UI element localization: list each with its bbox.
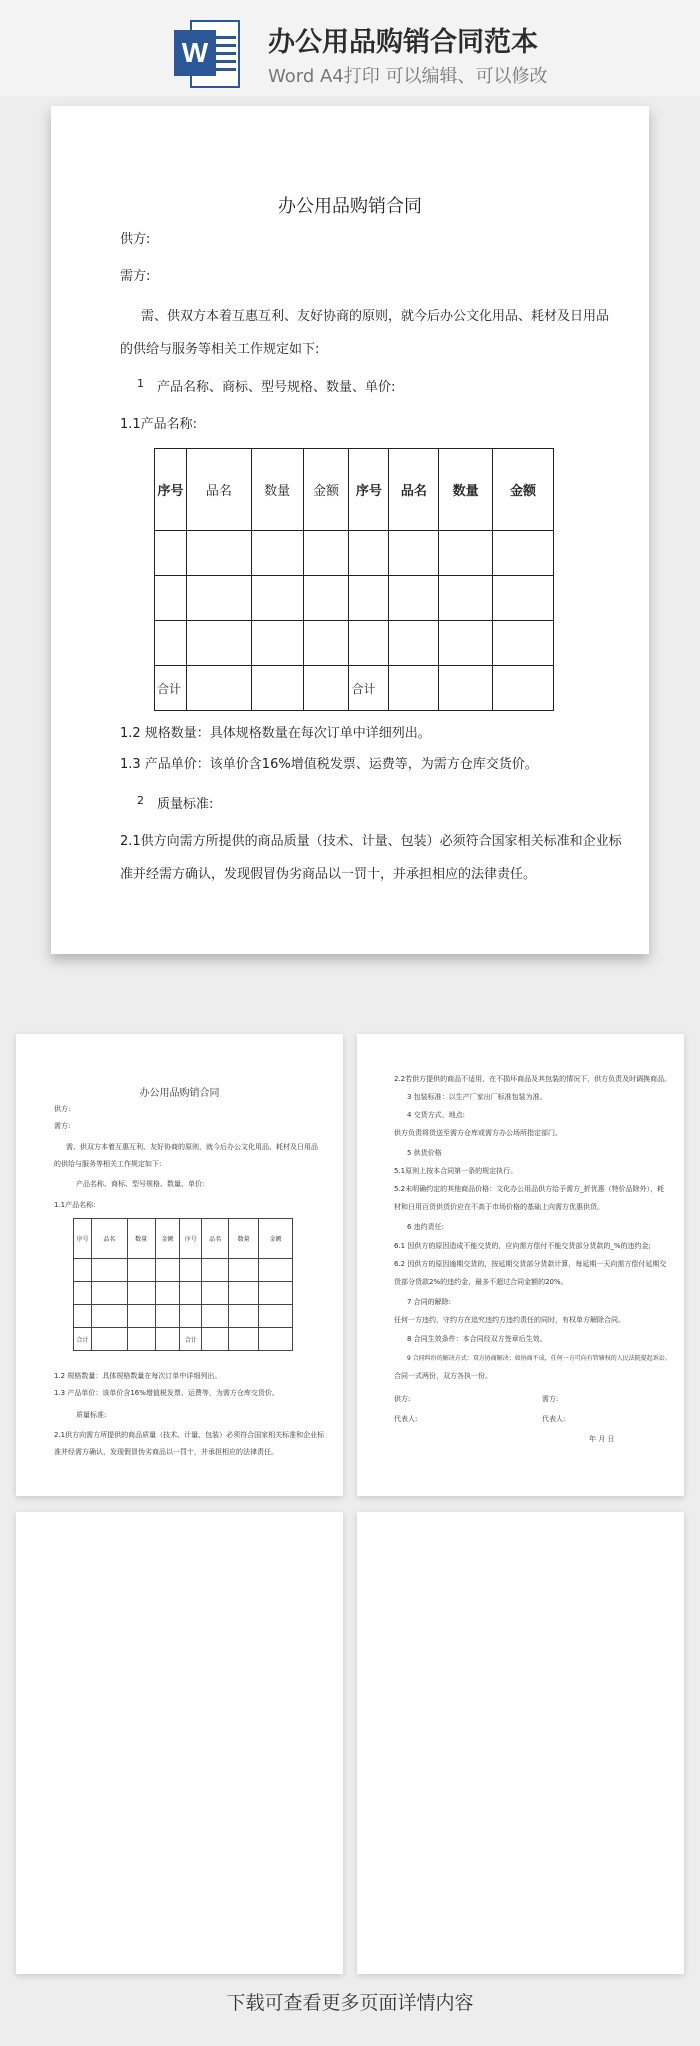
- doc-title: 办公用品购销合同: [278, 196, 422, 217]
- total-label: 合计: [155, 666, 187, 711]
- table-header-row: [155, 449, 554, 531]
- page-subtitle: Word A4打印 可以编辑、可以修改: [268, 66, 548, 87]
- section-2-heading: 质量标准:: [157, 797, 214, 812]
- table-row: [155, 531, 554, 576]
- thumb2-line: 8 合同生效条件：本合同经双方签章后生效。: [407, 1335, 547, 1343]
- thumb-section-2-1b: 准并经需方确认，发现假冒伪劣商品以一罚十，并承担相应的法律责任。: [54, 1448, 278, 1456]
- thumb2-line: 5.1原则上按本合同第一条的规定执行。: [394, 1167, 518, 1175]
- thumb-intro-1: 需、供双方本着互惠互利、友好协商的原则，就今后办公文化用品、耗材及日用品: [66, 1143, 318, 1151]
- thumb2-line: 货部分货款2%的违约金，最多不超过合同金额的20%。: [394, 1278, 568, 1286]
- thumb2-line: 6.2 因供方的原因逾期交货的，按延期交货部分货款计算，每延期一天向需方偿付延期交: [394, 1260, 667, 1268]
- thumb2-supplier: 供方:: [394, 1395, 411, 1403]
- table-header: 金额: [493, 449, 554, 531]
- thumbnail-page-4: [357, 1512, 684, 1974]
- section-2-1-line-1: 2.1供方向需方所提供的商品质量（技术、计量、包装）必须符合国家相关标准和企业标: [120, 834, 622, 849]
- section-1-number: 1: [137, 377, 144, 390]
- thumb-section-1-3: 1.3 产品单价：该单价含16%增值税发票、运费等，为需方仓库交货价。: [54, 1389, 279, 1397]
- thumb2-rep: 代表人:: [394, 1415, 418, 1423]
- thumb2-line: 5.2未明确约定的其他商品价格：文化办公用品供方给予需方_折优惠（特价品除外），耗: [394, 1185, 665, 1193]
- table-row: [155, 576, 554, 621]
- thumb2-line: 6 违约责任:: [407, 1223, 445, 1231]
- supplier-label: 供方:: [120, 232, 151, 247]
- total-label: 合计: [349, 666, 389, 711]
- table-header: 序号: [349, 449, 389, 531]
- table-total-row: [155, 666, 554, 711]
- section-2-1-line-2: 准并经需方确认，发现假冒伪劣商品以一罚十，并承担相应的法律责任。: [120, 867, 537, 882]
- thumb-table: 序号 品名 数量 金额 序号 品名 数量 金额 合计 合计: [73, 1218, 293, 1351]
- intro-line-1: 需、供双方本着互惠互利、友好协商的原则，就今后办公文化用品、耗材及日用品: [141, 309, 610, 324]
- document-page-main: [51, 106, 649, 954]
- table-header: 金额: [303, 449, 349, 531]
- intro-line-2: 的供给与服务等相关工作规定如下:: [120, 342, 320, 357]
- thumb2-rep: 代表人:: [542, 1415, 566, 1423]
- thumb-buyer: 需方:: [54, 1122, 71, 1130]
- table-header: 品名: [186, 449, 251, 531]
- table-header: 序号: [155, 449, 187, 531]
- thumb2-line: 合同一式两份，双方各执一份。: [394, 1372, 492, 1380]
- thumb2-line: 供方负责将货送至需方仓库或需方办公场所指定部门。: [394, 1129, 562, 1137]
- section-2-number: 2: [137, 794, 144, 807]
- thumb2-line: 9 合同纠纷的解决方式：双方协商解决；如协商不成，任何一方可向有管辖权的人民法院提起诉讼。: [407, 1355, 671, 1362]
- thumb2-line: 2.2若供方提供的商品不适用，在不损坏商品及其包装的情况下，供方负责及时调换商品。: [394, 1075, 672, 1083]
- section-1-2: 1.2 规格数量：具体规格数量在每次订单中详细列出。: [120, 726, 431, 741]
- thumbnail-page-1: [16, 1034, 343, 1496]
- thumb-intro-2: 的供给与服务等相关工作规定如下:: [54, 1160, 162, 1168]
- product-table: [154, 448, 554, 711]
- thumbnail-page-2: [357, 1034, 684, 1496]
- thumb-section-1-1: 1.1产品名称:: [54, 1201, 96, 1209]
- table-header: 品名: [389, 449, 439, 531]
- thumb-section-1: 产品名称、商标、型号规格、数量、单价:: [76, 1180, 205, 1188]
- thumb2-line: 3 包装标准：以生产厂家出厂标准包装为准。: [407, 1093, 547, 1101]
- thumb-title: 办公用品购销合同: [139, 1088, 220, 1099]
- table-header: 数量: [439, 449, 493, 531]
- header-bar: [0, 0, 700, 96]
- thumbnail-page-3: [16, 1512, 343, 1974]
- section-1-3: 1.3 产品单价：该单价含16%增值税发票、运费等，为需方仓库交货价。: [120, 757, 538, 772]
- thumb2-line: 材和日用百货供货价应在不高于市场价格的基础上向需方优惠供货。: [394, 1203, 604, 1211]
- thumb2-line: 5 供货价格: [407, 1149, 442, 1157]
- word-icon: W: [174, 20, 240, 88]
- thumb-section-1-2: 1.2 规格数量：具体规格数量在每次订单中详细列出。: [54, 1372, 222, 1380]
- thumb2-line: 任何一方违约，守约方在追究违约方违约责任的同时，有权单方解除合同。: [394, 1316, 625, 1324]
- table-header: 数量: [251, 449, 303, 531]
- thumb-section-2-1a: 2.1供方向需方所提供的商品质量（技术、计量、包装）必须符合国家相关标准和企业标: [54, 1431, 325, 1439]
- section-1-heading: 产品名称、商标、型号规格、数量、单价:: [157, 380, 396, 395]
- thumb2-line: 4 交货方式、地点:: [407, 1111, 466, 1119]
- download-hint: 下载可查看更多页面详情内容: [226, 1992, 474, 2014]
- thumb2-line: 7 合同的解除:: [407, 1298, 452, 1306]
- buyer-label: 需方:: [120, 269, 151, 284]
- thumb-section-2: 质量标准:: [76, 1411, 107, 1419]
- thumb-supplier: 供方:: [54, 1105, 71, 1113]
- section-1-1: 1.1产品名称:: [120, 417, 198, 432]
- thumb2-line: 6.1 因供方的原因造成不能交货的，应向需方偿付不能交货部分货款的_%的违约金;: [394, 1242, 651, 1250]
- thumb2-date: 年 月 日: [589, 1435, 615, 1443]
- table-row: [155, 621, 554, 666]
- page-title: 办公用品购销合同范本: [268, 27, 538, 58]
- thumb2-buyer: 需方:: [542, 1395, 559, 1403]
